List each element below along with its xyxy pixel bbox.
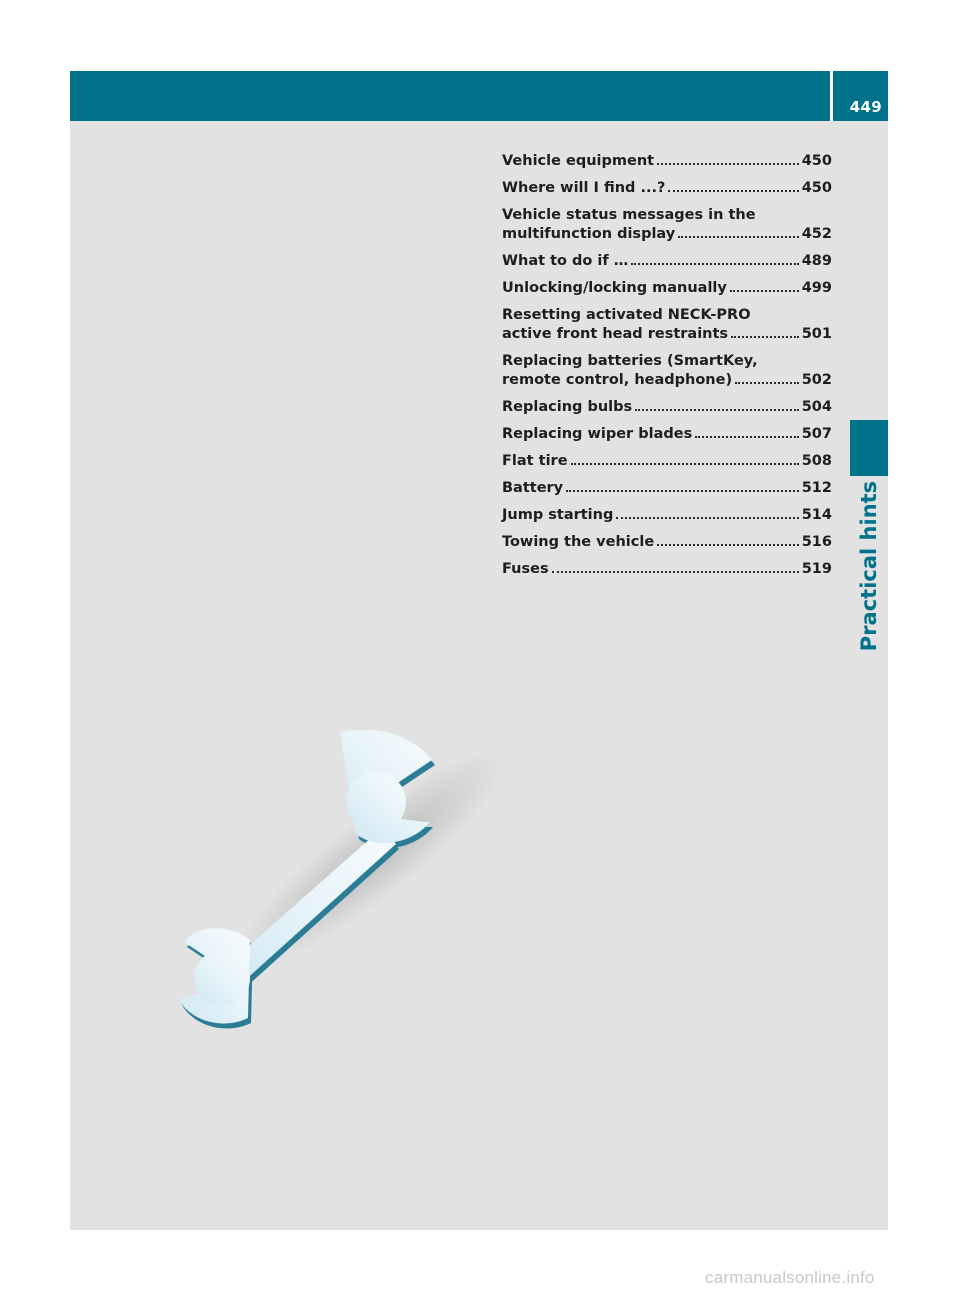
toc-dot-leader xyxy=(731,335,799,338)
toc-entry-page-number: 507 xyxy=(801,426,832,442)
toc-entry-page-number: 489 xyxy=(801,253,832,269)
toc-dot-leader xyxy=(668,189,798,192)
toc-entry-title: remote control, headphone) xyxy=(502,372,733,388)
toc-entry-line xyxy=(502,206,832,225)
toc-entry-title: multifunction display xyxy=(502,226,676,242)
toc-entry-title: Towing the vehicle xyxy=(502,534,655,550)
toc-dot-leader xyxy=(631,262,798,265)
toc-dot-leader xyxy=(571,462,799,465)
toc-entry-line xyxy=(502,352,832,371)
toc-entry[interactable] xyxy=(502,179,832,198)
toc-entry-line xyxy=(502,252,832,271)
toc-entry[interactable] xyxy=(502,506,832,525)
section-tab-marker xyxy=(850,420,888,476)
toc-entry-title: Resetting activated NECK-PRO xyxy=(502,307,751,323)
page-number: 449 xyxy=(849,98,882,116)
toc-dot-leader xyxy=(730,289,799,292)
toc-entry-line xyxy=(502,371,832,390)
toc-entry-title: Battery xyxy=(502,480,564,496)
toc-entry-line xyxy=(502,325,832,344)
toc-entry-title: active front head restraints xyxy=(502,326,729,342)
toc-dot-leader xyxy=(735,381,799,384)
toc-entry-title: Vehicle status messages in the xyxy=(502,207,756,223)
toc-entry-page-number: 502 xyxy=(801,372,832,388)
toc-entry[interactable] xyxy=(502,398,832,417)
table-of-contents xyxy=(502,152,832,587)
toc-entry[interactable] xyxy=(502,533,832,552)
toc-entry-title: Replacing bulbs xyxy=(502,399,633,415)
toc-entry-line xyxy=(502,152,832,171)
toc-entry-title: Fuses xyxy=(502,561,549,577)
toc-entry-title: Where will I find ...? xyxy=(502,180,666,196)
toc-entry[interactable] xyxy=(502,152,832,171)
toc-entry-line xyxy=(502,533,832,552)
wrench-icon xyxy=(150,730,530,1070)
toc-entry-page-number: 450 xyxy=(801,180,832,196)
toc-entry-line xyxy=(502,506,832,525)
toc-entry-line xyxy=(502,279,832,298)
toc-entry-line xyxy=(502,179,832,198)
toc-entry-title: Unlocking/locking manually xyxy=(502,280,727,296)
toc-entry[interactable] xyxy=(502,560,832,579)
toc-entry-title: Replacing batteries (SmartKey, xyxy=(502,353,758,369)
toc-dot-leader xyxy=(566,489,799,492)
toc-entry-page-number: 450 xyxy=(801,153,832,169)
toc-entry-page-number: 508 xyxy=(801,453,832,469)
toc-entry-page-number: 519 xyxy=(801,561,832,577)
toc-dot-leader xyxy=(635,408,799,411)
toc-dot-leader xyxy=(695,435,799,438)
toc-entry-line xyxy=(502,306,832,325)
toc-entry-title: What to do if … xyxy=(502,253,629,269)
toc-entry-page-number: 516 xyxy=(801,534,832,550)
toc-dot-leader xyxy=(552,570,799,573)
footer-watermark: carmanualsonline.info xyxy=(705,1268,875,1287)
toc-entry-title: Flat tire xyxy=(502,453,568,469)
page-number-box xyxy=(833,71,888,121)
toc-entry-line xyxy=(502,479,832,498)
toc-entry-page-number: 512 xyxy=(801,480,832,496)
toc-entry-title: Replacing wiper blades xyxy=(502,426,693,442)
header-bar xyxy=(70,71,830,121)
toc-entry-page-number: 499 xyxy=(801,280,832,296)
toc-entry-page-number: 504 xyxy=(801,399,832,415)
toc-entry[interactable] xyxy=(502,452,832,471)
toc-entry[interactable] xyxy=(502,206,832,244)
toc-entry-page-number: 501 xyxy=(801,326,832,342)
toc-entry-line xyxy=(502,452,832,471)
toc-entry[interactable] xyxy=(502,425,832,444)
toc-entry[interactable] xyxy=(502,352,832,390)
toc-dot-leader xyxy=(678,235,799,238)
toc-entry-line xyxy=(502,425,832,444)
toc-dot-leader xyxy=(657,162,799,165)
toc-entry[interactable] xyxy=(502,306,832,344)
toc-dot-leader xyxy=(616,516,798,519)
toc-entry-line xyxy=(502,398,832,417)
toc-entry[interactable] xyxy=(502,279,832,298)
toc-entry-line xyxy=(502,560,832,579)
toc-dot-leader xyxy=(657,543,799,546)
toc-entry-page-number: 514 xyxy=(801,507,832,523)
toc-entry-title: Jump starting xyxy=(502,507,614,523)
toc-entry-page-number: 452 xyxy=(801,226,832,242)
toc-entry-title: Vehicle equipment xyxy=(502,153,655,169)
toc-entry[interactable] xyxy=(502,479,832,498)
toc-entry[interactable] xyxy=(502,252,832,271)
section-tab-label: Practical hints xyxy=(857,480,881,652)
toc-entry-line xyxy=(502,225,832,244)
